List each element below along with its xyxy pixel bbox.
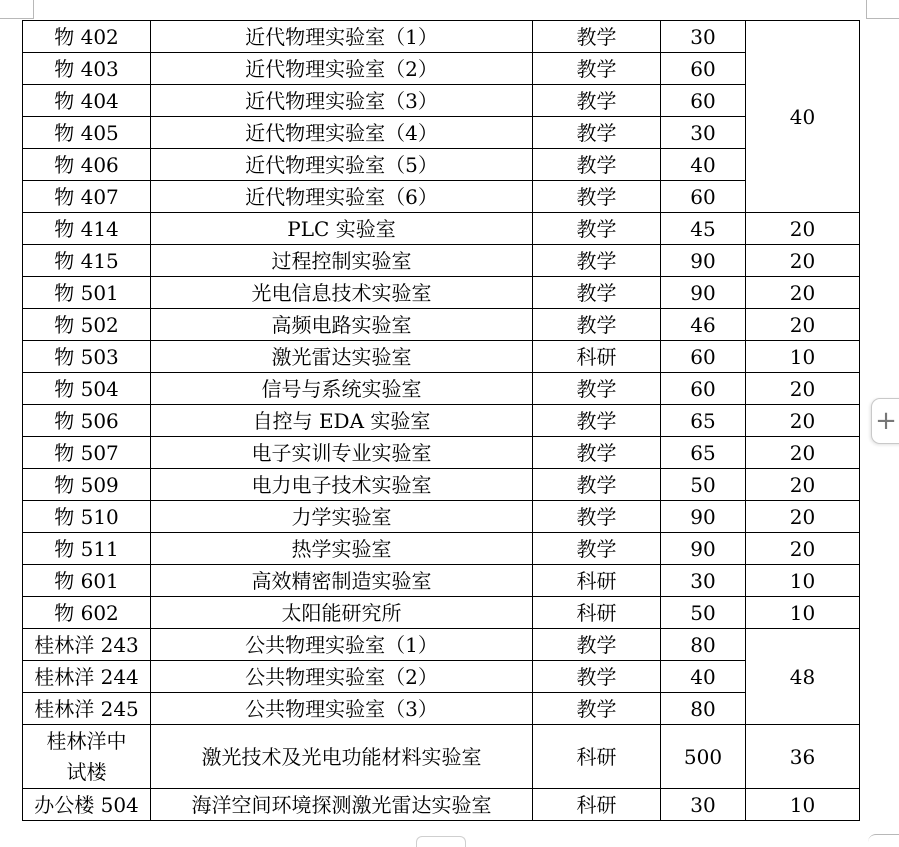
count-cell: 48 <box>746 629 860 725</box>
type-cell: 教学 <box>533 629 661 661</box>
table-row <box>23 405 860 437</box>
table-row <box>23 21 860 53</box>
count-cell: 10 <box>746 565 860 597</box>
area-cell: 30 <box>661 117 746 149</box>
type-cell: 科研 <box>533 341 661 373</box>
lab-name-cell: 过程控制实验室 <box>151 245 533 277</box>
table-row <box>23 597 860 629</box>
lab-room-table <box>22 20 860 821</box>
room-cell: 物 405 <box>23 117 151 149</box>
lab-name-cell: 力学实验室 <box>151 501 533 533</box>
type-cell: 教学 <box>533 53 661 85</box>
count-cell: 20 <box>746 309 860 341</box>
add-row-button[interactable] <box>871 398 899 444</box>
room-cell: 物 511 <box>23 533 151 565</box>
room-cell: 物 501 <box>23 277 151 309</box>
table-row <box>23 309 860 341</box>
type-cell: 教学 <box>533 437 661 469</box>
type-cell: 教学 <box>533 21 661 53</box>
area-cell: 50 <box>661 597 746 629</box>
count-cell: 20 <box>746 373 860 405</box>
area-cell: 30 <box>661 789 746 821</box>
page-corner-marker <box>0 0 34 19</box>
area-cell: 46 <box>661 309 746 341</box>
table-row <box>23 213 860 245</box>
lab-name-cell: 近代物理实验室（4） <box>151 117 533 149</box>
count-cell: 10 <box>746 789 860 821</box>
area-cell: 30 <box>661 565 746 597</box>
type-cell: 教学 <box>533 533 661 565</box>
room-cell: 物 509 <box>23 469 151 501</box>
lab-name-cell: 光电信息技术实验室 <box>151 277 533 309</box>
room-cell: 物 602 <box>23 597 151 629</box>
area-cell: 50 <box>661 469 746 501</box>
page-edge <box>868 834 899 847</box>
room-cell: 物 403 <box>23 53 151 85</box>
count-cell: 20 <box>746 405 860 437</box>
count-cell: 20 <box>746 501 860 533</box>
table-row <box>23 565 860 597</box>
room-cell: 物 504 <box>23 373 151 405</box>
area-cell: 45 <box>661 213 746 245</box>
lab-name-cell: 自控与 EDA 实验室 <box>151 405 533 437</box>
count-cell: 40 <box>746 21 860 213</box>
lab-name-cell: 电力电子技术实验室 <box>151 469 533 501</box>
lab-name-cell: 激光雷达实验室 <box>151 341 533 373</box>
area-cell: 90 <box>661 501 746 533</box>
table-row <box>23 117 860 149</box>
type-cell: 教学 <box>533 405 661 437</box>
table-row <box>23 693 860 725</box>
lab-name-cell: 近代物理实验室（5） <box>151 149 533 181</box>
lab-name-cell: 太阳能研究所 <box>151 597 533 629</box>
room-cell: 物 414 <box>23 213 151 245</box>
room-cell: 物 407 <box>23 181 151 213</box>
type-cell: 科研 <box>533 725 661 789</box>
table-row <box>23 725 860 789</box>
lab-name-cell: PLC 实验室 <box>151 213 533 245</box>
table-row <box>23 53 860 85</box>
count-cell: 20 <box>746 533 860 565</box>
count-cell: 20 <box>746 245 860 277</box>
count-cell: 10 <box>746 597 860 629</box>
type-cell: 科研 <box>533 597 661 629</box>
table-row <box>23 789 860 821</box>
plus-icon: + <box>875 406 897 436</box>
table-row <box>23 437 860 469</box>
count-cell: 20 <box>746 277 860 309</box>
count-cell: 20 <box>746 213 860 245</box>
area-cell: 60 <box>661 181 746 213</box>
type-cell: 教学 <box>533 245 661 277</box>
lab-name-cell: 信号与系统实验室 <box>151 373 533 405</box>
type-cell: 教学 <box>533 309 661 341</box>
room-cell: 物 507 <box>23 437 151 469</box>
count-cell: 20 <box>746 469 860 501</box>
type-cell: 教学 <box>533 661 661 693</box>
area-cell: 40 <box>661 661 746 693</box>
lab-name-cell: 电子实训专业实验室 <box>151 437 533 469</box>
type-cell: 科研 <box>533 789 661 821</box>
table-row <box>23 277 860 309</box>
type-cell: 教学 <box>533 469 661 501</box>
area-cell: 60 <box>661 53 746 85</box>
lab-name-cell: 近代物理实验室（3） <box>151 85 533 117</box>
lab-name-cell: 公共物理实验室（2） <box>151 661 533 693</box>
table-row <box>23 501 860 533</box>
lab-name-cell: 海洋空间环境探测激光雷达实验室 <box>151 789 533 821</box>
room-cell: 桂林洋 244 <box>23 661 151 693</box>
lab-name-cell: 近代物理实验室（1） <box>151 21 533 53</box>
type-cell: 教学 <box>533 85 661 117</box>
area-cell: 90 <box>661 533 746 565</box>
page-corner-marker <box>866 0 899 19</box>
room-cell: 物 506 <box>23 405 151 437</box>
lab-name-cell: 高效精密制造实验室 <box>151 565 533 597</box>
room-cell: 物 503 <box>23 341 151 373</box>
table-row <box>23 245 860 277</box>
room-cell: 桂林洋中试楼 <box>23 725 151 789</box>
area-cell: 90 <box>661 277 746 309</box>
room-cell: 物 406 <box>23 149 151 181</box>
lab-name-cell: 热学实验室 <box>151 533 533 565</box>
table-row <box>23 661 860 693</box>
area-cell: 60 <box>661 373 746 405</box>
table-row <box>23 469 860 501</box>
count-cell: 10 <box>746 341 860 373</box>
table-body <box>23 21 860 821</box>
area-cell: 65 <box>661 437 746 469</box>
room-cell: 物 415 <box>23 245 151 277</box>
type-cell: 教学 <box>533 181 661 213</box>
lab-name-cell: 公共物理实验室（1） <box>151 629 533 661</box>
table-row <box>23 533 860 565</box>
type-cell: 教学 <box>533 693 661 725</box>
lab-name-cell: 近代物理实验室（6） <box>151 181 533 213</box>
table-row <box>23 85 860 117</box>
area-cell: 60 <box>661 341 746 373</box>
room-cell: 桂林洋 243 <box>23 629 151 661</box>
area-cell: 500 <box>661 725 746 789</box>
lab-name-cell: 高频电路实验室 <box>151 309 533 341</box>
area-cell: 30 <box>661 21 746 53</box>
room-cell: 物 404 <box>23 85 151 117</box>
table-row <box>23 373 860 405</box>
type-cell: 教学 <box>533 149 661 181</box>
lab-name-cell: 激光技术及光电功能材料实验室 <box>151 725 533 789</box>
type-cell: 教学 <box>533 501 661 533</box>
room-cell: 桂林洋 245 <box>23 693 151 725</box>
room-cell: 物 402 <box>23 21 151 53</box>
area-cell: 80 <box>661 693 746 725</box>
room-cell: 办公楼 504 <box>23 789 151 821</box>
type-cell: 科研 <box>533 565 661 597</box>
count-cell: 36 <box>746 725 860 789</box>
table-row <box>23 149 860 181</box>
area-cell: 90 <box>661 245 746 277</box>
lab-name-cell: 近代物理实验室（2） <box>151 53 533 85</box>
lab-name-cell: 公共物理实验室（3） <box>151 693 533 725</box>
count-cell: 20 <box>746 437 860 469</box>
room-cell: 物 601 <box>23 565 151 597</box>
type-cell: 教学 <box>533 277 661 309</box>
area-cell: 40 <box>661 149 746 181</box>
type-cell: 教学 <box>533 373 661 405</box>
area-cell: 60 <box>661 85 746 117</box>
table-row <box>23 341 860 373</box>
type-cell: 教学 <box>533 213 661 245</box>
area-cell: 65 <box>661 405 746 437</box>
room-cell: 物 502 <box>23 309 151 341</box>
type-cell: 教学 <box>533 117 661 149</box>
area-cell: 80 <box>661 629 746 661</box>
room-cell: 物 510 <box>23 501 151 533</box>
table-row <box>23 181 860 213</box>
table-row <box>23 629 860 661</box>
